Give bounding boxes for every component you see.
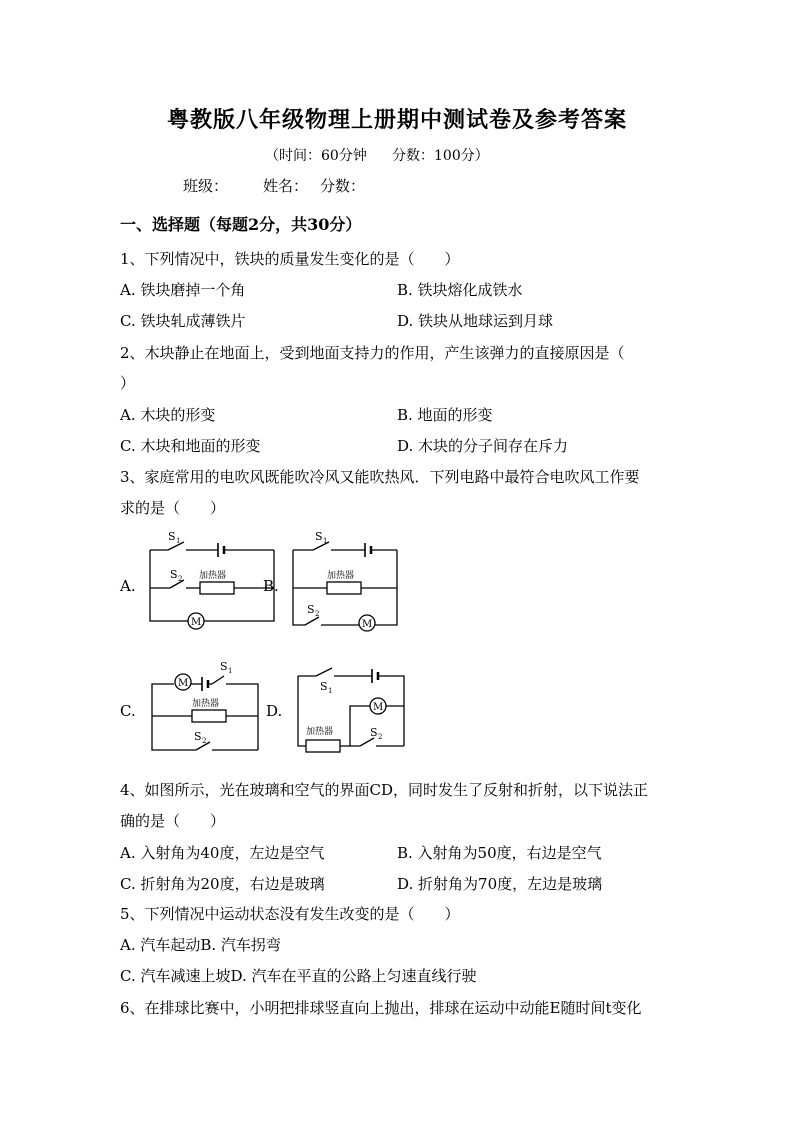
heater-resistor (306, 740, 340, 752)
q2-option-b: B. 地面的形变 (397, 406, 493, 424)
question-5-stem: 5、下列情况中运动状态没有发生改变的是（ ） (120, 905, 460, 923)
question-3-stem: 3、家庭常用的电吹风既能吹冷风又能吹热风．下列电路中最符合电吹风工作要 (120, 468, 640, 486)
circuit-diagram-b (283, 528, 403, 638)
switch-s2-label: S (194, 730, 202, 743)
q4-option-a: A. 入射角为40度，左边是空气 (120, 844, 325, 862)
question-4-stem-cont: 确的是（ ） (120, 812, 226, 830)
q3-option-b: B. (263, 577, 279, 595)
circuit-diagram-d (288, 656, 413, 761)
name-label: 姓名： (263, 177, 309, 195)
switch-s2-label: S (370, 726, 378, 739)
q3-option-c: C. (120, 702, 136, 720)
q3-option-a: A. (120, 577, 136, 595)
q4-option-c: C. 折射角为20度，右边是玻璃 (120, 875, 325, 893)
switch-s1-label: S (220, 660, 228, 673)
q1-option-c: C. 铁块轧成薄铁片 (120, 312, 246, 330)
q4-option-b: B. 入射角为50度，右边是空气 (397, 844, 602, 862)
question-3-stem-cont: 求的是（ ） (120, 499, 226, 517)
exam-score: 分数：100分） (392, 148, 489, 164)
page-title: 粤教版八年级物理上册期中测试卷及参考答案 (166, 107, 627, 133)
switch-s1-sub: 1 (328, 687, 333, 695)
switch-s1-sub: 1 (323, 537, 328, 545)
q1-option-a: A. 铁块磨掉一个角 (120, 281, 246, 299)
heater-label: 加热器 (327, 571, 355, 581)
q5-option-cd: C. 汽车减速上坡D. 汽车在平直的公路上匀速直线行驶 (120, 967, 477, 985)
exam-time: （时间：60分钟 (265, 148, 367, 164)
motor-label: M (373, 702, 384, 713)
heater-resistor (200, 582, 234, 594)
question-2-stem-cont: ） (120, 374, 136, 392)
motor-label: M (191, 617, 202, 628)
heater-resistor (327, 582, 361, 594)
motor-label: M (178, 678, 189, 689)
q4-option-d: D. 折射角为70度，左边是玻璃 (397, 875, 603, 893)
heater-label: 加热器 (306, 727, 334, 737)
section-heading: 一、选择题（每题2分，共30分） (120, 215, 362, 234)
switch-s2-sub: 2 (202, 737, 207, 745)
question-4-stem: 4、如图所示，光在玻璃和空气的界面CD，同时发生了反射和折射，以下说法正 (120, 781, 649, 799)
motor-label: M (362, 619, 373, 630)
switch-s1-label: S (315, 530, 323, 543)
q2-option-c: C. 木块和地面的形变 (120, 437, 261, 455)
score-label: 分数： (320, 177, 366, 195)
class-label: 班级： (183, 177, 229, 195)
q2-option-d: D. 木块的分子间存在斥力 (397, 437, 569, 455)
switch-s2-sub: 2 (315, 610, 320, 618)
switch-s1-label: S (168, 530, 176, 543)
question-2-stem: 2、木块静止在地面上，受到地面支持力的作用，产生该弹力的直接原因是（ (120, 344, 625, 362)
q3-option-d: D. (266, 702, 283, 720)
heater-resistor (192, 710, 226, 722)
circuit-diagram-a (140, 528, 280, 638)
switch-s2-label: S (170, 568, 178, 581)
heater-label: 加热器 (192, 699, 220, 709)
q1-option-b: B. 铁块熔化成铁水 (397, 281, 523, 299)
switch-s1-sub: 1 (228, 667, 233, 675)
switch-s1-label: S (320, 680, 328, 693)
question-6-stem: 6、在排球比赛中，小明把排球竖直向上抛出，排球在运动中动能E随时间t变化 (120, 999, 642, 1017)
q2-option-a: A. 木块的形变 (120, 406, 216, 424)
switch-s2-sub: 2 (178, 575, 183, 583)
circuit-diagram-c (140, 656, 270, 756)
q5-option-ab: A. 汽车起动B. 汽车拐弯 (120, 936, 281, 954)
q1-option-d: D. 铁块从地球运到月球 (397, 312, 554, 330)
heater-label: 加热器 (199, 571, 227, 581)
switch-s1-sub: 1 (176, 537, 181, 545)
switch-s2-sub: 2 (378, 733, 383, 741)
switch-s2-label: S (307, 603, 315, 616)
question-1-stem: 1、下列情况中，铁块的质量发生变化的是（ ） (120, 250, 460, 268)
